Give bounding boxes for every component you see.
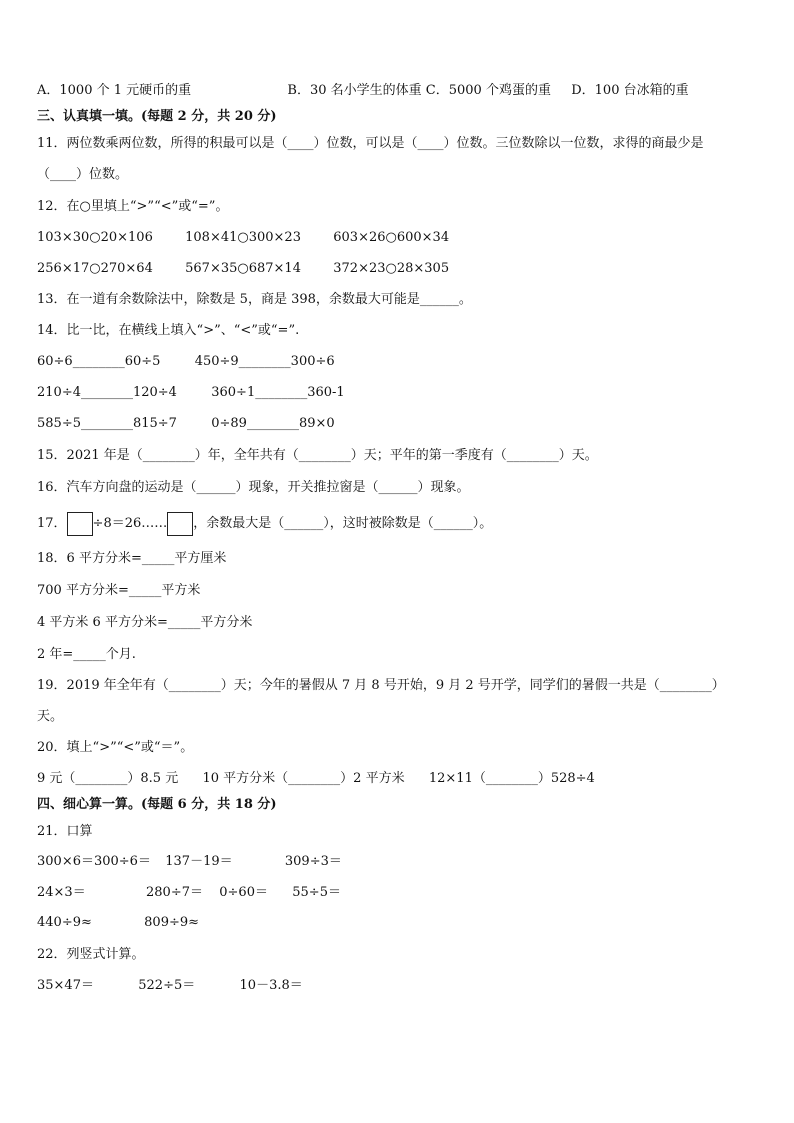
question-22-row xyxy=(37,977,303,995)
question-15: 15．2021 年是（________）年，全年共有（________）天；平年的第一季度有（________）天。 xyxy=(37,448,598,463)
question-17-rest: ，余数最大是（______），这时被除数是（______）。 xyxy=(193,516,493,531)
question-11: 11．两位数乘两位数，所得的积最可以是（____）位数，可以是（____）位数。三位数除以一位数，求得的商最少是 xyxy=(37,136,704,151)
calc-item: 309÷3＝ xyxy=(284,854,342,869)
compare-item: 256×17○270×64 xyxy=(37,261,153,276)
option-a: A．1000 个 1 元硬币的重 xyxy=(37,83,192,98)
question-12: 12．在○里填上“>”“<”或“=”。 xyxy=(37,199,229,214)
question-10-options xyxy=(37,82,689,100)
question-11-cont: （____）位数。 xyxy=(37,167,129,182)
option-d: D．100 台冰箱的重 xyxy=(571,83,689,98)
calc-item: 440÷9≈ xyxy=(37,915,92,930)
compare-item: 360÷1________360-1 xyxy=(211,385,345,400)
question-18-c: 4 平方米 6 平方分米=_____平方分米 xyxy=(37,615,253,630)
calc-item: 35×47＝ xyxy=(37,978,94,993)
calc-item: 280÷7＝ xyxy=(146,885,203,900)
calc-item: 10－3.8＝ xyxy=(239,978,303,993)
question-20: 20．填上“>”“<”或“＝”。 xyxy=(37,740,194,755)
question-14-row-3 xyxy=(37,415,335,433)
question-21: 21．口算 xyxy=(37,824,93,839)
compare-item: 0÷89________89×0 xyxy=(211,416,335,431)
question-14-row-1 xyxy=(37,353,335,371)
compare-item: 10 平方分米（________）2 平方米 xyxy=(202,771,405,786)
calc-item: 24×3＝ xyxy=(37,885,86,900)
question-21-row-1 xyxy=(37,853,342,871)
question-20-row xyxy=(37,770,595,788)
calc-item: 522÷5＝ xyxy=(138,978,196,993)
section-3-heading: 三、认真填一填。(每题 2 分，共 20 分) xyxy=(37,109,277,124)
compare-item: 372×23○28×305 xyxy=(333,261,450,276)
question-18-b: 700 平方分米=_____平方米 xyxy=(37,583,201,598)
question-19: 19．2019 年全年有（________）天；今年的暑假从 7 月 8 号开始，9 月 2 号开学，同学们的暑假一共是（________） xyxy=(37,678,725,693)
compare-item: 12×11（________）528÷4 xyxy=(428,771,595,786)
compare-item: 450÷9________300÷6 xyxy=(194,354,335,369)
question-21-row-2 xyxy=(37,884,341,902)
section-4-heading: 四、细心算一算。(每题 6 分，共 18 分) xyxy=(37,797,277,812)
compare-item: 108×41○300×23 xyxy=(185,230,301,245)
calc-item: 809÷9≈ xyxy=(144,915,200,930)
option-b-c: B．30 名小学生的体重 C．5000 个鸡蛋的重 xyxy=(287,83,551,98)
compare-item: 210÷4________120÷4 xyxy=(37,385,177,400)
calc-item: 300×6＝300÷6＝ xyxy=(37,854,151,869)
compare-item: 567×35○687×14 xyxy=(185,261,301,276)
question-12-row-1 xyxy=(37,229,449,247)
question-17-number: 17． xyxy=(37,516,67,531)
compare-item: 9 元（________）8.5 元 xyxy=(37,771,179,786)
question-17-mid: ÷8＝26…… xyxy=(92,516,168,531)
question-18: 18．6 平方分米=_____平方厘米 xyxy=(37,551,227,566)
compare-item: 585÷5________815÷7 xyxy=(37,416,177,431)
question-17 xyxy=(37,511,492,537)
calc-item: 137－19＝ xyxy=(165,854,233,869)
question-18-d: 2 年=_____个月. xyxy=(37,647,136,662)
compare-item: 603×26○600×34 xyxy=(333,230,450,245)
question-13: 13．在一道有余数除法中，除数是 5，商是 398，余数最大可能是______。 xyxy=(37,292,472,307)
question-14: 14．比一比，在横线上填入“>”、“<”或“=”. xyxy=(37,323,300,338)
question-16: 16．汽车方向盘的运动是（______）现象，开关推拉窗是（______）现象。 xyxy=(37,480,470,495)
blank-box[interactable] xyxy=(67,512,93,536)
question-14-row-2 xyxy=(37,384,345,402)
calc-item: 0÷60＝ xyxy=(219,885,268,900)
question-21-row-3 xyxy=(37,914,199,932)
blank-box[interactable] xyxy=(167,512,193,536)
compare-item: 103×30○20×106 xyxy=(37,230,153,245)
question-12-row-2 xyxy=(37,260,449,278)
calc-item: 55÷5＝ xyxy=(292,885,341,900)
compare-item: 60÷6________60÷5 xyxy=(37,354,161,369)
question-19-cont: 天。 xyxy=(37,709,64,724)
question-22: 22．列竖式计算。 xyxy=(37,947,145,962)
